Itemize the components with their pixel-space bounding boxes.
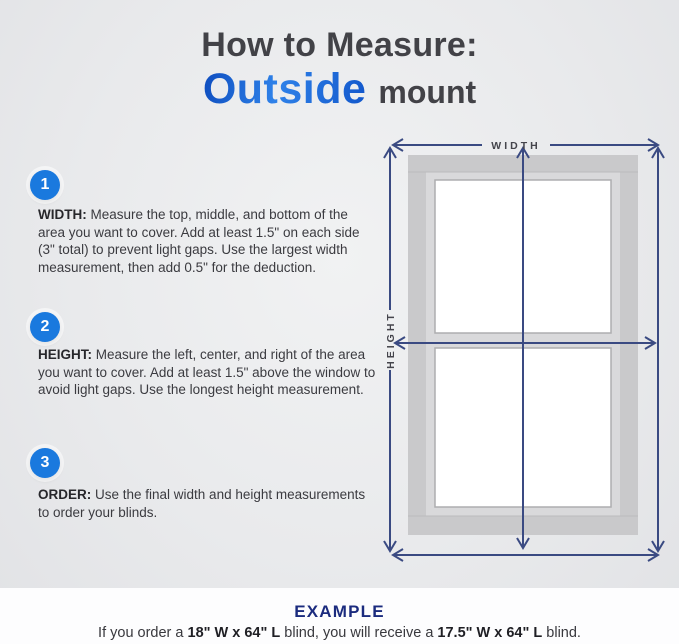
- step-1-body: Measure the top, middle, and bottom of the area you want to cover. Add at least 1.5" on each side (3" total) to prevent light gaps. Use the largest width measurement, then add 0.5" for the deduction.: [38, 207, 360, 275]
- step-2-text: [38, 346, 386, 399]
- example-footer: [0, 588, 679, 644]
- height-label: HEIGHT: [385, 311, 397, 369]
- step-3-label: ORDER:: [38, 487, 92, 502]
- step-2-label: HEIGHT:: [38, 347, 92, 362]
- step-2-badge: 2: [30, 312, 60, 342]
- example-heading: EXAMPLE: [294, 602, 385, 621]
- step-2-body: Measure the left, center, and right of the area you want to cover. Add at least 1.5" above the window to avoid light gaps. Use the longest height measurement.: [38, 347, 376, 397]
- example-received-size: 17.5" W x 64" L: [437, 625, 543, 641]
- subtitle-highlight: Outside: [202, 65, 367, 113]
- example-ordered-size: 18" W x 64" L: [187, 625, 281, 641]
- step-1-badge: 1: [30, 170, 60, 200]
- width-label: WIDTH: [491, 140, 541, 152]
- example-prefix: If you order a: [98, 625, 188, 641]
- step-3-badge: 3: [30, 448, 60, 478]
- step-1-label: WIDTH:: [38, 207, 87, 222]
- example-middle: blind, you will receive a: [280, 625, 438, 641]
- step-1-text: [38, 206, 374, 276]
- page-title: How to Measure:: [201, 26, 478, 64]
- step-3-body: Use the final width and height measurements to order your blinds.: [38, 487, 366, 520]
- step-3-text: [38, 486, 374, 521]
- window-diagram: [378, 128, 674, 564]
- page-subtitle: [0, 66, 679, 122]
- subtitle-rest: mount: [378, 74, 477, 110]
- header: [0, 26, 679, 122]
- example-suffix: blind.: [542, 625, 581, 641]
- example-sentence: [0, 625, 679, 641]
